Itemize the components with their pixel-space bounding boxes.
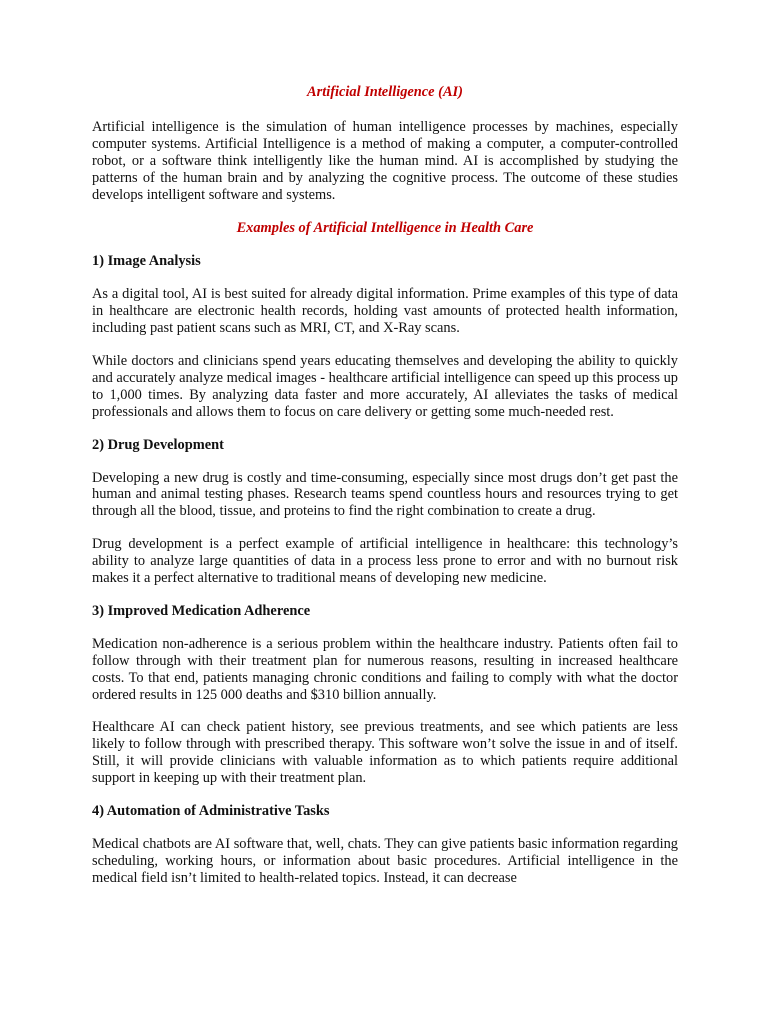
paragraph: While doctors and clinicians spend years educating themselves and developing the ability to quickly and accurately analyze medical images - healthcare artificial intelligence can speed up this process up to 1,000 times. By analyzing data faster and more accurately, AI alleviates the tasks of medical professionals and allows them to focus on care delivery or getting some much-needed rest. bbox=[92, 352, 678, 420]
intro-paragraph: Artificial intelligence is the simulation of human intelligence processes by machines, especially computer systems. Artificial Intelligence is a method of making a computer, a computer-controlled robot, or a software think intelligently like the human mind. AI is accomplished by studying the patterns of the human brain and by analyzing the cognitive process. The outcome of these studies develops intelligent software and systems. bbox=[92, 118, 678, 203]
section-heading-drug-development: 2) Drug Development bbox=[92, 436, 224, 453]
paragraph: Drug development is a perfect example of artificial intelligence in healthcare: this technology’s ability to analyze large quantities of data in a process less prone to error and with no burnout risk makes it a perfect alternative to traditional means of developing new medicine. bbox=[92, 536, 678, 587]
paragraph: Medical chatbots are AI software that, well, chats. They can give patients basic information regarding scheduling, working hours, or information about basic procedures. Artificial intelligence in the medical field isn’t limited to health-related topics. Instead, it can decrease bbox=[92, 836, 678, 886]
section-heading-medication-adherence: 3) Improved Medication Adherence bbox=[92, 602, 311, 619]
section-subtitle: Examples of Artificial Intelligence in Health Care bbox=[236, 220, 534, 237]
document-page bbox=[92, 84, 678, 903]
paragraph: Medication non-adherence is a serious problem within the healthcare industry. Patients often fail to follow through with their treatment plan for numerous reasons, resulting in increased healthcare costs. To that end, patients managing chronic conditions and failing to comply with what the doctor ordered results in 125 000 deaths and $310 billion annually. bbox=[92, 635, 678, 703]
paragraph: Healthcare AI can check patient history, see previous treatments, and see which patients are less likely to follow through with prescribed therapy. This software won’t solve the issue in and of itself. Still, it will provide clinicians with valuable information as to which patients require additional support in keeping up with their treatment plan. bbox=[92, 719, 678, 787]
section-heading-image-analysis: 1) Image Analysis bbox=[92, 253, 201, 270]
document-title: Artificial Intelligence (AI) bbox=[307, 84, 463, 100]
paragraph: Developing a new drug is costly and time-consuming, especially since most drugs don’t get past the human and animal testing phases. Research teams spend countless hours and resources trying to get through all the blood, tissue, and proteins to find the right combination to create a drug. bbox=[92, 469, 678, 520]
section-heading-administrative-tasks: 4) Automation of Administrative Tasks bbox=[92, 803, 330, 820]
paragraph: As a digital tool, AI is best suited for already digital information. Prime examples of this type of data in healthcare are electronic health records, holding vast amounts of protected health information, including past patient scans such as MRI, CT, and X-Ray scans. bbox=[92, 286, 678, 337]
